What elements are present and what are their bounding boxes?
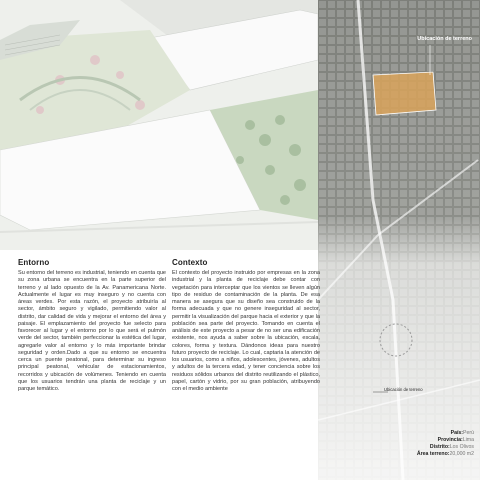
project-render-image (0, 0, 318, 250)
country-value: Perú (463, 430, 474, 436)
province-value: Lima (462, 437, 474, 443)
contexto-body: El contexto del proyecto instruido por empresas en la zona industrial y la planta de reciclaje debe contar con vegetación para interceptar que los vientos se lleven algún tipo de residuo de contaminación de la planta. De esa manera se asegura que su diseño sea construido de la forma adecuada y que no genere inseguridad al sector, permitir la visualización del parque hacia el exterior y que la población sea parte del proyecto. Tomando en cuenta el análisis de este proyecto a pesar de no ser una edificación existente, nos ayuda a saber sobre la ubicación, escala, colores, forma y textura. Dándonos ideas para nuestro futuro proyecto de reciclaje. Lo cual, captaria la atención de los usuarios, como a niños, adolescentes, jóvenes, adultos y adultos de la tercera edad, y tener conciencia sobre los residuos sólidos urbanos del distrito reutilizando el plástico, papel, cartón y vidrio, por su gran población, atribuyendo con el medio ambiente (172, 270, 320, 392)
district-value: Los Olivos (449, 444, 474, 450)
entorno-body: Su entorno del terreno es industrial, teniendo en cuenta que su zona urbana se encuentra en la parte superior del terreno y al lado opuesto de la Av. Panamericana Norte. Actualmente el lugar es muy inseguro y no cuenta con áreas verdes. Por esta razón, el proyecto atribuiría al sector, ámbito seguro y vigilado, permitiendo valor al distrito, dar calidad de vida y mejorar el entorno del área y paisaje. El emplazamiento del proyecto fue selecto para favorecer al lugar y el entorno por lo que será el pulmón verde del sector, también perfeccionar la estética del lugar, agregarle valor al entorno y lo más importante brindar seguridad y orden.Dado a que su entorno se encuentra cerca un puente peatonal, para determinar su ingreso principal peatonal, vehicular de estacionamientos, recorridos y ubicación de volúmenes. Teniendo en cuenta que los usuarios tendrán una planta de reciclaje y un parque temático. (18, 270, 166, 392)
province-key: Provincia: (437, 437, 463, 443)
country-key: País: (450, 430, 464, 436)
map-illustration (318, 0, 480, 480)
site-info (354, 430, 474, 458)
entorno-heading: Entorno (18, 258, 50, 267)
site-location-small-label: Ubicación de terreno (384, 387, 423, 392)
entorno-section (18, 258, 166, 393)
contexto-section (172, 258, 320, 393)
location-map (318, 0, 480, 480)
area-value: 20,000 m2 (449, 451, 474, 457)
render-illustration (0, 0, 318, 250)
district-key: Distrito: (429, 444, 450, 450)
contexto-heading: Contexto (172, 258, 208, 267)
site-location-label: Ubicación de terreno (417, 36, 472, 42)
area-key: Área terreno: (416, 451, 450, 457)
